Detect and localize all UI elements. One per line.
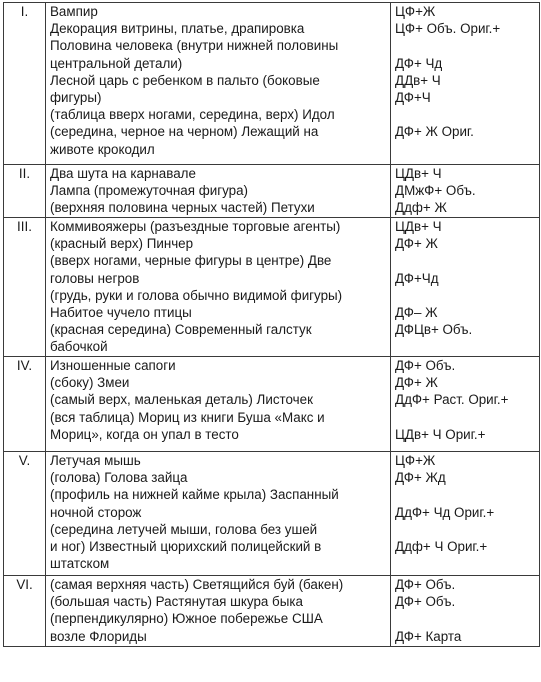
response-line: (самый верх, маленькая деталь) Листочек — [50, 392, 313, 408]
score-line — [395, 486, 539, 503]
response-line: фигуры) — [50, 89, 102, 105]
score-line: ДФЦв+ Объ. — [395, 322, 473, 338]
response-line: (красная середина) Современный галстук — [50, 322, 312, 338]
responses-cell — [46, 576, 391, 647]
score-line: ДФ+ Чд — [395, 55, 443, 71]
response-line: Набитое чучело птицы — [50, 304, 192, 320]
score-line — [395, 141, 539, 158]
score-line: ЦФ+ Объ. Ориг.+ — [395, 21, 501, 37]
response-line: Декорация витрины, платье, драпировка — [50, 21, 305, 37]
score-line: Ддф+ Ж — [395, 200, 447, 216]
score-line — [395, 555, 539, 572]
score-line — [395, 287, 539, 304]
score-line: ЦФ+Ж — [395, 4, 436, 19]
score-line — [395, 252, 539, 269]
response-line: Мориц», когда он упал в тесто — [50, 426, 239, 442]
score-line: ЦДв+ Ч — [395, 219, 442, 234]
response-line: (перпендикулярно) Южное побережье США — [50, 611, 323, 627]
scoring-cell — [391, 165, 540, 218]
score-line: ЦДв+ Ч — [395, 166, 442, 181]
response-line: ночной сторож — [50, 504, 142, 520]
response-line: возле Флориды — [50, 628, 147, 644]
response-line: головы негров — [50, 270, 140, 286]
score-line — [395, 338, 539, 355]
response-line: Два шута на карнавале — [50, 166, 196, 181]
score-line: ЦДв+ Ч Ориг.+ — [395, 426, 486, 442]
response-line: Лампа (промежуточная фигура) — [50, 183, 248, 199]
response-line: Изношенные сапоги — [50, 358, 176, 373]
score-line: ДФ+Чд — [395, 270, 439, 286]
responses-cell — [46, 218, 391, 357]
response-line: Коммивояжеры (разъездные торговые агенты) — [50, 219, 341, 234]
response-line: Летучая мышь — [50, 453, 141, 468]
responses-cell — [46, 452, 391, 576]
response-line: (голова) Голова зайца — [50, 470, 188, 486]
score-line — [395, 521, 539, 538]
response-line: (таблица вверх ногами, середина, верх) Идол — [50, 107, 335, 123]
card-number: I. — [4, 3, 46, 165]
score-line: ДФ+ Ж — [395, 236, 438, 252]
card-row — [4, 3, 540, 165]
score-line: ДДв+ Ч — [395, 72, 441, 88]
response-line: (красный верх) Пинчер — [50, 236, 194, 252]
response-line: (сбоку) Змеи — [50, 375, 130, 391]
score-line: ДФ+Ч — [395, 89, 431, 105]
score-line — [395, 409, 539, 426]
card-row — [4, 576, 540, 647]
card-number: II. — [4, 165, 46, 218]
responses-cell — [46, 3, 391, 165]
score-line: ДФ+ Объ. — [395, 577, 456, 592]
score-line: ДФ+ Объ. — [395, 594, 456, 610]
scoring-cell — [391, 576, 540, 647]
card-number: IV. — [4, 357, 46, 452]
responses-table — [3, 2, 540, 647]
response-line: (верхняя половина черных частей) Петухи — [50, 200, 315, 216]
responses-cell — [46, 165, 391, 218]
response-line: Половина человека (внутри нижней половины — [50, 38, 339, 54]
score-line — [395, 106, 539, 123]
score-line — [395, 37, 539, 54]
response-line: (большая часть) Растянутая шкура быка — [50, 594, 303, 610]
response-line: Лесной царь с ребенком в пальто (боковые — [50, 72, 320, 88]
response-line: бабочкой — [50, 339, 108, 355]
response-line: (профиль на нижней кайме крыла) Заспанный — [50, 487, 339, 503]
response-line: животе крокодил — [50, 141, 155, 157]
score-line: ДФ+ Ж — [395, 375, 438, 391]
scoring-cell — [391, 357, 540, 452]
card-number: III. — [4, 218, 46, 357]
score-line: ДдФ+ Раст. Ориг.+ — [395, 392, 509, 408]
score-line: ДФ+ Ж Ориг. — [395, 124, 474, 140]
card-number: VI. — [4, 576, 46, 647]
response-line: (самая верхняя часть) Светящийся буй (бакен) — [50, 577, 344, 592]
scoring-cell — [391, 452, 540, 576]
response-line: (середина летучей мыши, голова без ушей — [50, 521, 318, 537]
score-line: Ддф+ Ч Ориг.+ — [395, 538, 488, 554]
response-line: штатском — [50, 556, 110, 572]
response-line: (вверх ногами, черные фигуры в центре) Две — [50, 253, 332, 269]
response-line: Вампир — [50, 4, 98, 19]
card-row — [4, 452, 540, 576]
card-number: V. — [4, 452, 46, 576]
response-line: центральной детали) — [50, 55, 183, 71]
response-line: (вся таблица) Мориц из книги Буша «Макс и — [50, 409, 325, 425]
score-line: ДдФ+ Чд Ориг.+ — [395, 504, 495, 520]
scoring-cell — [391, 3, 540, 165]
response-line: (середина, черное на черном) Лежащий на — [50, 124, 319, 140]
response-line: и ног) Известный цюрихский полицейский в — [50, 538, 322, 554]
score-line: ДФ– Ж — [395, 304, 438, 320]
responses-table-body — [4, 3, 540, 647]
score-line: ДФ+ Объ. — [395, 358, 456, 373]
scoring-cell — [391, 218, 540, 357]
score-line: ЦФ+Ж — [395, 453, 436, 468]
score-line: ДМжФ+ Объ. — [395, 183, 476, 199]
response-line: (грудь, руки и голова обычно видимой фигуры) — [50, 287, 343, 303]
card-row — [4, 165, 540, 218]
score-line: ДФ+ Карта — [395, 628, 462, 644]
score-line — [395, 610, 539, 627]
responses-cell — [46, 357, 391, 452]
card-row — [4, 357, 540, 452]
card-row — [4, 218, 540, 357]
score-line: ДФ+ Жд — [395, 470, 446, 486]
